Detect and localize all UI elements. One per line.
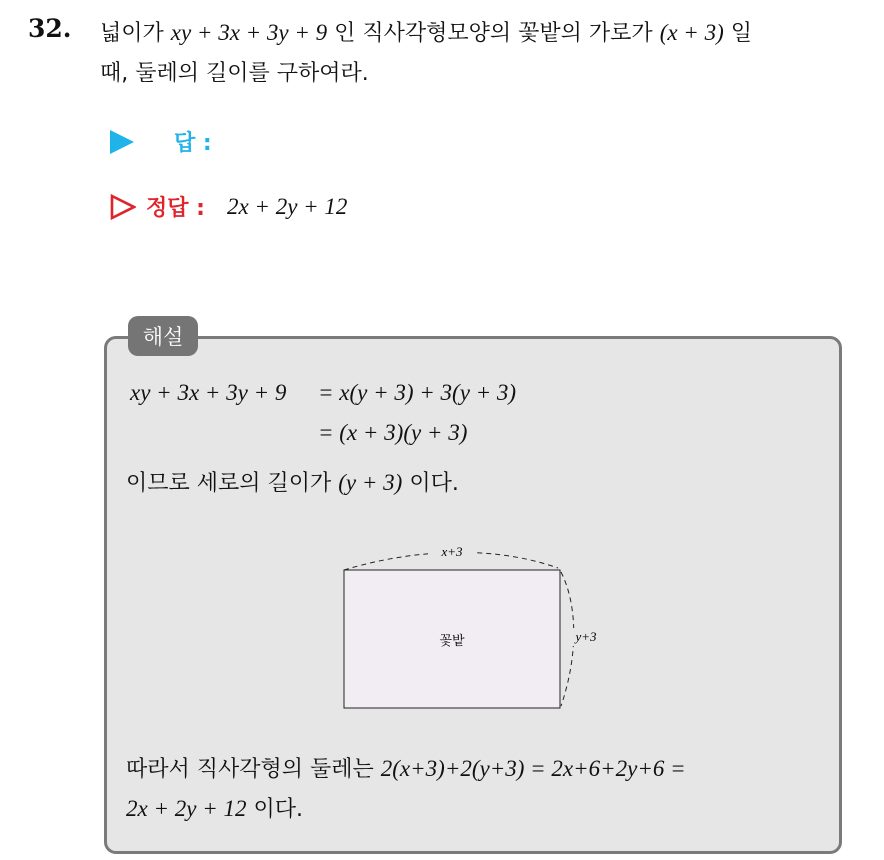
answer-label: 답 : <box>174 131 212 156</box>
question-text-a: 넓이가 <box>100 21 164 46</box>
question-text-b: 인 직사각형모양의 꽃밭의 가로가 <box>334 21 653 46</box>
correct-value: 2x + 2y + 12 <box>226 193 348 219</box>
question-number: 32. <box>28 14 72 43</box>
perimeter-line-1: 따라서 직사각형의 둘레는 2(x+3)+2(y+3) = 2x+6+2y+6 = <box>126 756 686 782</box>
equation-rhs-1: = x(y + 3) + 3(y + 3) <box>318 380 517 405</box>
correct-answer-row <box>110 191 347 222</box>
perimeter-line-2: 2x + 2y + 12 이다. <box>126 796 303 822</box>
solution-tag: 해설 <box>128 316 198 356</box>
area-expression: xy + 3x + 3y + 9 <box>170 20 328 45</box>
garden-label: 꽃밭 <box>439 634 465 649</box>
play-arrow-icon <box>110 130 134 154</box>
garden-diagram <box>330 536 620 716</box>
height-label: y+3 <box>575 629 597 644</box>
answer-row <box>110 126 212 157</box>
equation-lhs: xy + 3x + 3y + 9 <box>130 380 287 405</box>
height-statement: 이므로 세로의 길이가 (y + 3) 이다. <box>126 470 459 496</box>
equation-rhs-2: = (x + 3)(y + 3) <box>318 420 468 445</box>
width-label: x+3 <box>441 544 463 559</box>
question-line-2: 때, 둘레의 길이를 구하여라. <box>100 61 369 86</box>
correct-label: 정답 : <box>146 196 205 221</box>
width-expression: (x + 3) <box>659 20 724 45</box>
outline-arrow-icon <box>110 194 136 220</box>
question-line-1 <box>100 16 752 47</box>
question-text-c: 일 <box>730 21 753 46</box>
